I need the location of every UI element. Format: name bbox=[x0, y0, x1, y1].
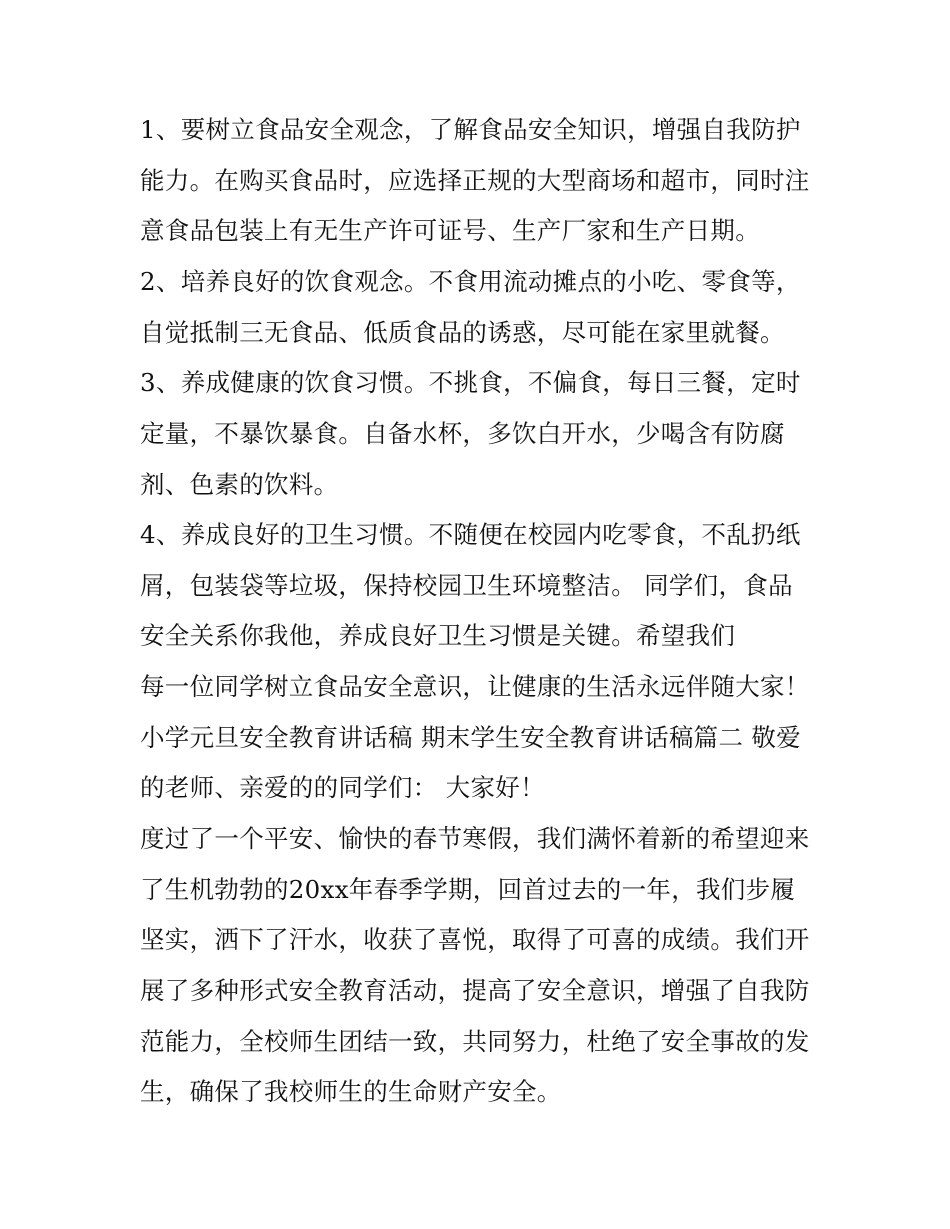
text-line: 剂、色素的饮料。 bbox=[140, 470, 339, 499]
text-line: 3、养成健康的饮食习惯。不挑食，不偏食，每日三餐，定时 bbox=[140, 368, 801, 397]
text-line: 的老师、亲爱的的同学们： 大家好！ bbox=[140, 773, 545, 802]
text-line: 小学元旦安全教育讲话稿 期末学生安全教育讲话稿篇二 敬爱 bbox=[140, 723, 801, 752]
text-line: 每一位同学树立食品安全意识，让健康的生活永远伴随大家！ bbox=[140, 672, 810, 701]
text-line: 坚实，洒下了汗水，收获了喜悦，取得了可喜的成绩。我们开 bbox=[140, 925, 810, 954]
text-line: 1、要树立食品安全观念，了解食品安全知识，增强自我防护 bbox=[140, 115, 801, 144]
text-line: 定量，不暴饮暴食。自备水杯，多饮白开水，少喝含有防腐 bbox=[140, 419, 785, 448]
text-line: 展了多种形式安全教育活动，提高了安全意识，增强了自我防 bbox=[140, 976, 810, 1005]
text-line: 屑，包装袋等垃圾，保持校园卫生环境整洁。 同学们，食品 bbox=[140, 571, 793, 600]
text-line: 安全关系你我他，养成良好卫生习惯是关键。希望我们 bbox=[140, 621, 736, 650]
text-line: 范能力，全校师生团结一致，共同努力，杜绝了安全事故的发 bbox=[140, 1027, 810, 1056]
text-line: 意食品包装上有无生产许可证号、生产厂家和生产日期。 bbox=[140, 216, 760, 245]
text-line: 生，确保了我校师生的生命财产安全。 bbox=[140, 1077, 562, 1106]
text-line: 2、培养良好的饮食观念。不食用流动摊点的小吃、零食等， bbox=[140, 267, 801, 296]
text-line: 自觉抵制三无食品、低质食品的诱惑，尽可能在家里就餐。 bbox=[140, 318, 785, 347]
text-line: 4、养成良好的卫生习惯。不随便在校园内吃零食，不乱扔纸 bbox=[140, 520, 801, 549]
text-line: 能力。在购买食品时，应选择正规的大型商场和超市，同时注 bbox=[140, 166, 810, 195]
text-line: 了生机勃勃的20xx年春季学期，回首过去的一年，我们步履 bbox=[140, 875, 796, 904]
text-line: 度过了一个平安、愉快的春节寒假，我们满怀着新的希望迎来 bbox=[140, 824, 810, 853]
